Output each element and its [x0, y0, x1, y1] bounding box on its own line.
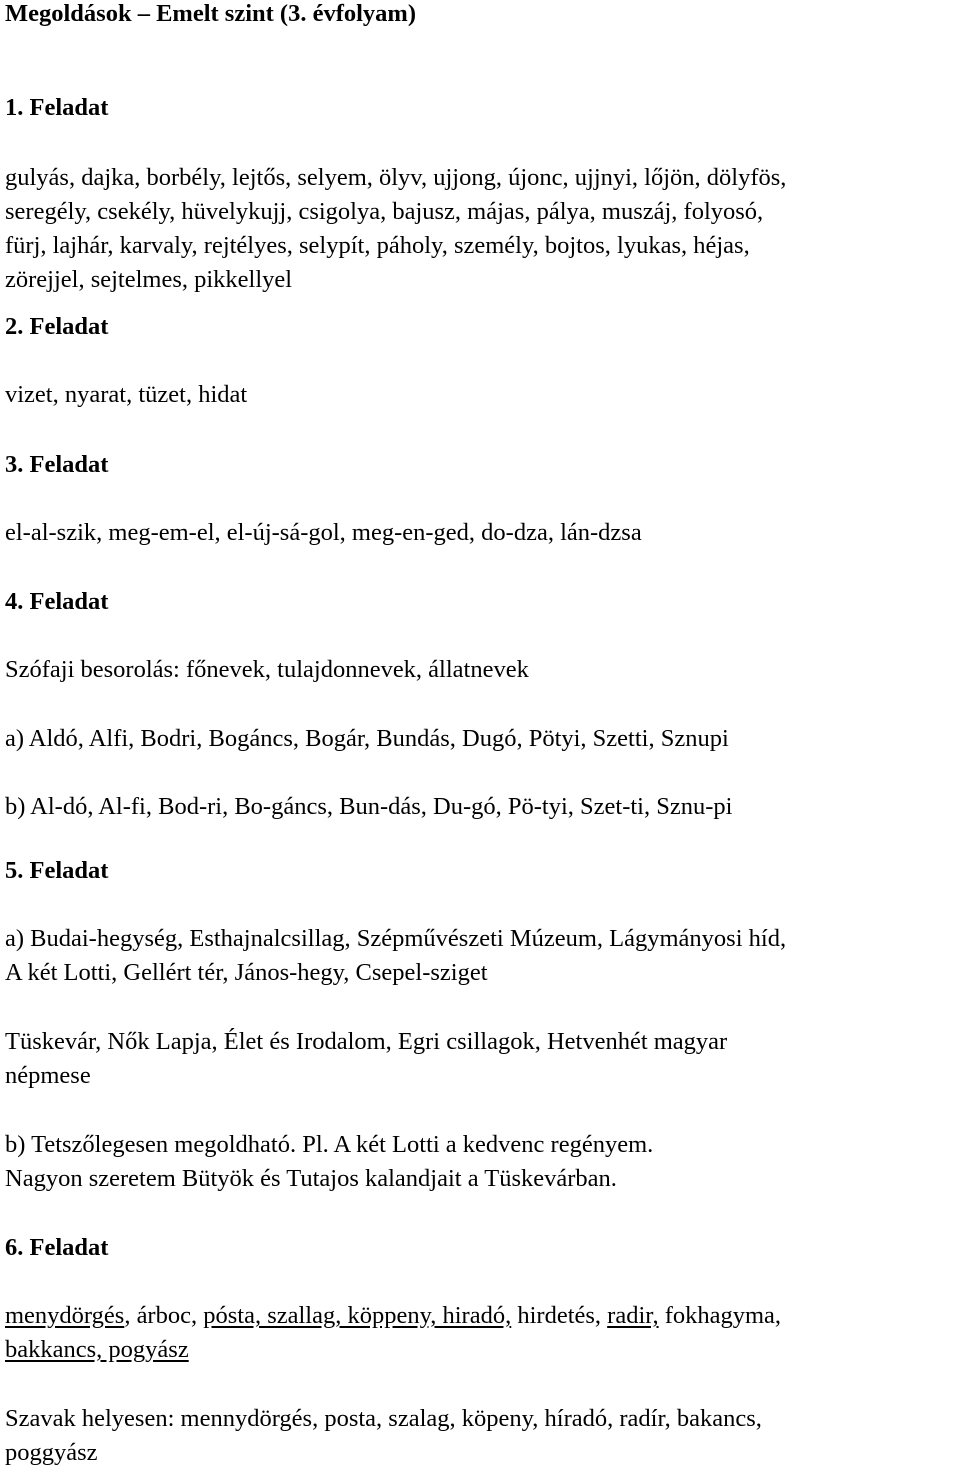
underlined-word: radir, — [607, 1302, 659, 1329]
task-2-line: vizet, nyarat, tüzet, hidat — [5, 381, 248, 408]
underlined-word: menydörgés — [5, 1302, 125, 1329]
task-4-heading: 4. Feladat — [5, 588, 109, 615]
task-5-line: népmese — [5, 1062, 91, 1089]
plain-text: , árboc, — [124, 1302, 204, 1329]
task-6-line: Szavak helyesen: mennydörgés, posta, szalag, köpeny, híradó, radír, bakancs, — [5, 1405, 762, 1432]
plain-text: fokhagyma, — [658, 1302, 782, 1329]
task-5-line: A két Lotti, Gellért tér, János-hegy, Csepel-sziget — [5, 959, 488, 986]
task-1-heading: 1. Feladat — [5, 94, 109, 121]
task-4-line: b) Al-dó, Al-fi, Bod-ri, Bo-gáncs, Bun-dás, Du-gó, Pö-tyi, Szet-ti, Sznu-pi — [5, 793, 733, 820]
task-3-heading: 3. Feladat — [5, 451, 109, 478]
task-6-line: poggyász — [5, 1439, 98, 1466]
task-5-line: a) Budai-hegység, Esthajnalcsillag, Szépművészeti Múzeum, Lágymányosi híd, — [5, 925, 787, 952]
page-title: Megoldások – Emelt szint (3. évfolyam) — [5, 0, 416, 27]
task-4-line: a) Aldó, Alfi, Bodri, Bogáncs, Bogár, Bundás, Dugó, Pötyi, Szetti, Sznupi — [5, 725, 729, 752]
plain-text: hirdetés, — [511, 1302, 608, 1329]
task-1-line: gulyás, dajka, borbély, lejtős, selyem, ölyv, ujjong, újonc, ujjnyi, lőjön, dölyfös, — [5, 164, 787, 191]
task-3-line: el-al-szik, meg-em-el, el-új-sá-gol, meg-en-ged, do-dza, lán-dzsa — [5, 519, 642, 546]
task-5-line: Nagyon szeretem Bütyök és Tutajos kalandjait a Tüskevárban. — [5, 1165, 617, 1192]
task-2-heading: 2. Feladat — [5, 313, 109, 340]
task-1-line: zörejjel, sejtelmes, pikkellyel — [5, 266, 293, 293]
task-5-line: Tüskevár, Nők Lapja, Élet és Irodalom, Egri csillagok, Hetvenhét magyar — [5, 1028, 728, 1055]
underlined-word: pósta, szallag, köppeny, hiradó, — [203, 1302, 512, 1329]
task-4-line: Szófaji besorolás: főnevek, tulajdonnevek, állatnevek — [5, 656, 529, 683]
task-1-line: fürj, lajhár, karvaly, rejtélyes, selypít, páholy, személy, bojtos, lyukas, héjas, — [5, 232, 750, 259]
task-6-misspelled-line — [5, 1336, 189, 1364]
underlined-word: bakkancs, pogyász — [5, 1336, 189, 1363]
task-1-line: seregély, csekély, hüvelykujj, csigolya, bajusz, májas, pálya, muszáj, folyosó, — [5, 198, 764, 225]
task-5-line: b) Tetszőlegesen megoldható. Pl. A két Lotti a kedvenc regényem. — [5, 1131, 654, 1158]
task-6-misspelled-line — [5, 1302, 781, 1330]
task-5-heading: 5. Feladat — [5, 857, 109, 884]
task-6-heading: 6. Feladat — [5, 1234, 109, 1261]
